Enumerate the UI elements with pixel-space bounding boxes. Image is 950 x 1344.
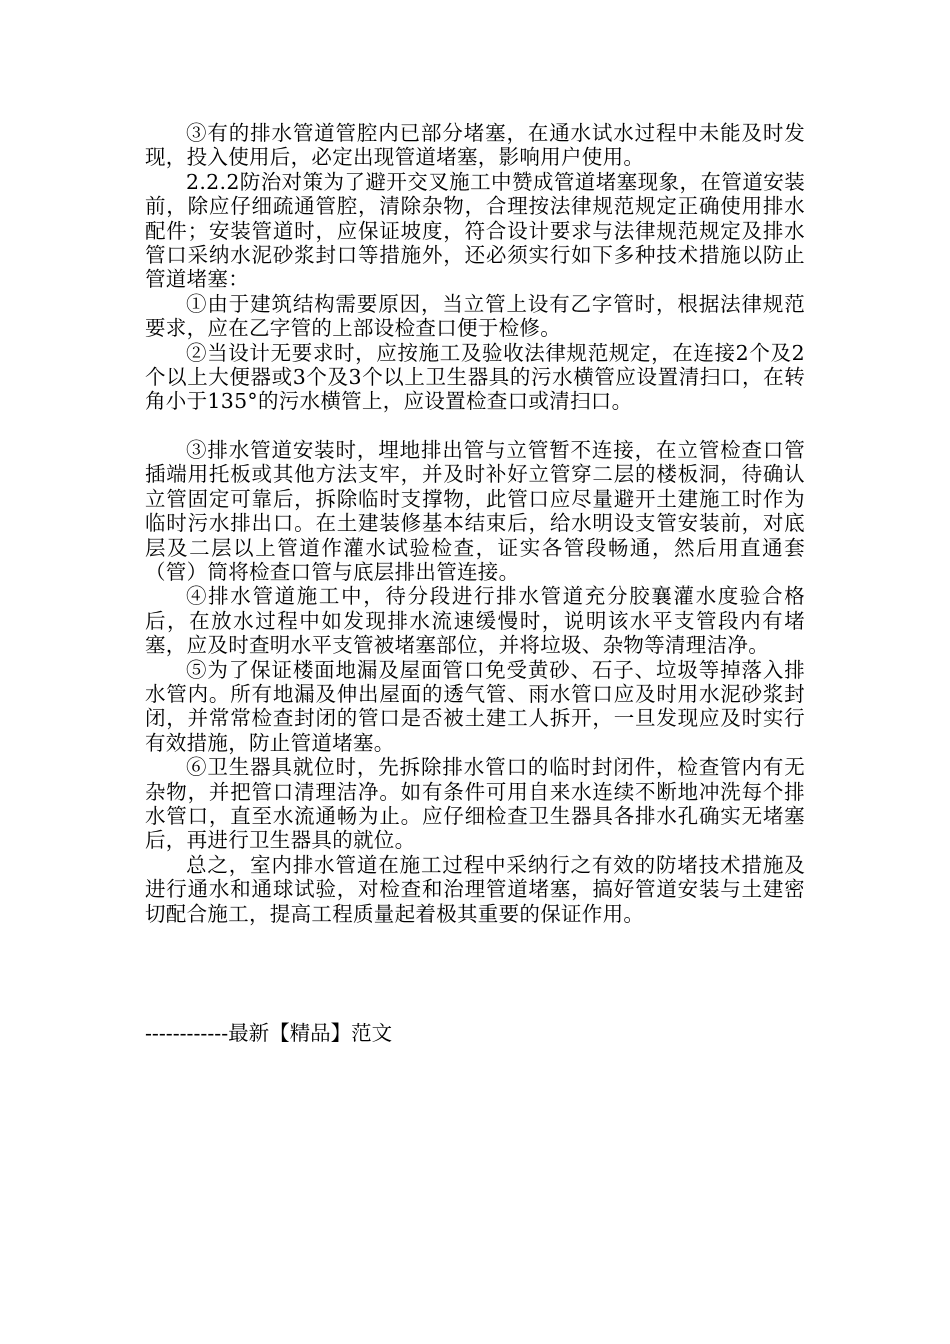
paragraph-measure-2: ②当设计无要求时，应按施工及验收法律规范规定，在连接2个及2个以上大便器或3个及3个以上卫生器具的污水横管应设置清扫口，在转角小于135°的污水横管上，应设置检查口或清扫口。 <box>145 340 805 414</box>
paragraph-measure-6: ⑥卫生器具就位时，先拆除排水管口的临时封闭件，检查管内有无杂物，并把管口清理洁净。如有条件可用自来水连续不断地冲洗每个排水管口，直至水流通畅为止。应仔细检查卫生器具各排水孔确实无堵塞后，再进行卫生器具的就位。 <box>145 755 805 853</box>
paragraph-conclusion: 总之，室内排水管道在施工过程中采纳行之有效的防堵技术措施及进行通水和通球试验，对检查和治理管道堵塞，搞好管道安装与土建密切配合施工，提高工程质量起着极其重要的保证作用。 <box>145 852 805 926</box>
paragraph-blockage-issue-3: ③有的排水管道管腔内已部分堵塞，在通水试水过程中未能及时发现，投入使用后，必定出现管道堵塞，影响用户使用。 <box>145 121 805 170</box>
paragraph-measure-5: ⑤为了保证楼面地漏及屋面管口免受黄砂、石子、垃圾等掉落入排水管内。所有地漏及伸出屋面的透气管、雨水管口应及时用水泥砂浆封闭，并常常检查封闭的管口是否被土建工人拆开，一旦发现应及时实行有效措施，防止管道堵塞。 <box>145 657 805 755</box>
paragraph-measure-1: ①由于建筑结构需要原因，当立管上设有乙字管时，根据法律规范要求，应在乙字管的上部设检查口便于检修。 <box>145 291 805 341</box>
paragraph-prevention-measures: 2.2.2防治对策为了避开交叉施工中赞成管道堵塞现象，在管道安装前，除应仔细疏通管腔，清除杂物，合理按法律规范规定正确使用排水配件；安装管道时，应保证坡度，符合设计要求与法律规范规定及排水管口采纳水泥砂浆封口等措施外，还必须实行如下多种技术措施以防止管道堵塞： <box>145 169 805 292</box>
paragraph-measure-4: ④排水管道施工中，待分段进行排水管道充分胶襄灌水度验合格后，在放水过程中如发现排水流速缓慢时，说明该水平支管段内有堵塞，应及时查明水平支管被堵塞部位，并将垃圾、杂物等清理洁净。 <box>145 584 805 658</box>
paragraph-spacer <box>145 414 805 438</box>
document-body <box>145 121 805 926</box>
footer-tagline: ------------最新【精品】范文 <box>145 1021 393 1045</box>
paragraph-measure-3: ③排水管道安装时，埋地排出管与立管暂不连接，在立管检查口管插端用托板或其他方法支牢，并及时补好立管穿二层的楼板洞，待确认立管固定可靠后，拆除临时支撑物，此管口应尽量避开土建施工时作为临时污水排出口。在土建装修基本结束后，给水明设支管安装前，对底层及二层以上管道作灌水试验检查，证实各管段畅通，然后用直通套（管）筒将检查口管与底层排出管连接。 <box>145 437 805 584</box>
